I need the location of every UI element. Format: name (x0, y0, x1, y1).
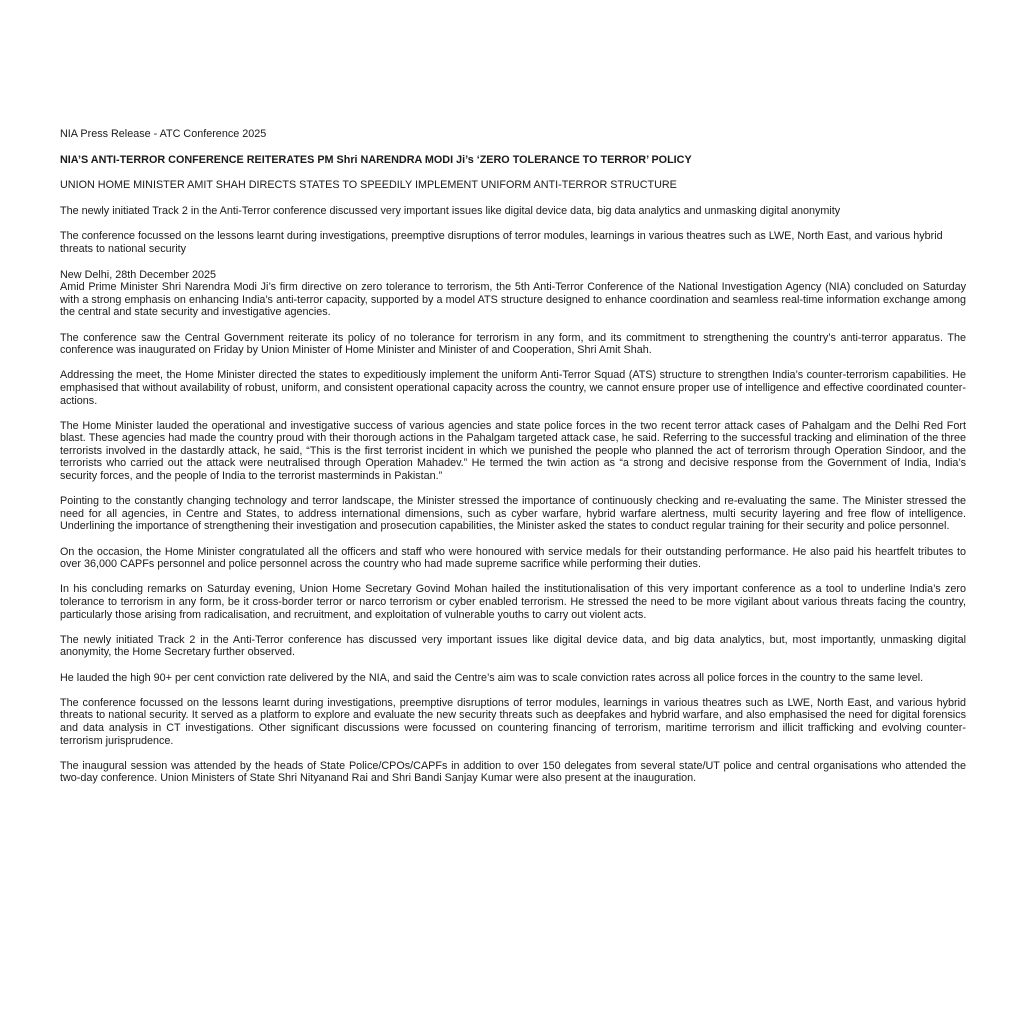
body-paragraph: Amid Prime Minister Shri Narendra Modi Ji’s firm directive on zero tolerance to terrorism, the 5th Anti-Terror Conference of the National Investigation Agency (NIA) concluded on Saturday with a strong emphasis on enhancing India’s anti-terror capacity, supported by a model ATS structure designed to enhance coordination and seamless real-time information exchange among the central and state security and investigative agencies. (60, 281, 966, 319)
body-paragraph: In his concluding remarks on Saturday evening, Union Home Secretary Govind Mohan hailed the institutionalisation of this very important conference as a tool to underline India’s zero tolerance to terrorism in any form, be it cross-border terror or narco terrorism or cyber enabled terrorism. He stressed the need to be more vigilant about various threats facing the country, particularly those arising from radicalisation, and recruitment, and exploitation of vulnerable youths to carry out violent acts. (60, 583, 966, 621)
body-paragraph: The inaugural session was attended by the heads of State Police/CPOs/CAPFs in addition to over 150 delegates from several state/UT police and central organisations who attended the two-day conference. Union Ministers of State Shri Nityanand Rai and Shri Bandi Sanjay Kumar were also present at the inauguration. (60, 759, 966, 785)
body-paragraph: Pointing to the constantly changing technology and terror landscape, the Minister stressed the importance of continuously checking and re-evaluating the same. The Minister stressed the need for all agencies, in Centre and States, to address international dimensions, such as cyber warfare, hybrid warfare alertness, multi security layering and free flow of intelligence. Underlining the importance of strengthening their investigation and prosecution capabilities, the Minister asked the states to conduct regular training for their security and police personnel. (60, 495, 966, 533)
summary-point: The newly initiated Track 2 in the Anti-Terror conference discussed very important issues like digital device data, big data analytics and unmasking digital anonymity (60, 204, 841, 217)
headline: NIA’S ANTI-TERROR CONFERENCE REITERATES PM Shri NARENDRA MODI Ji’s ‘ZERO TOLERANCE TO TERROR’ POLICY (60, 153, 692, 166)
body-paragraph: The conference focussed on the lessons learnt during investigations, preemptive disruptions of terror modules, learnings in various theatres such as LWE, North East, and various hybrid threats to national security. It served as a platform to explore and evaluate the new security threats such as deepfakes and hybrid warfare, and also emphasised the need for digital forensics and data analysis in CT investigations. Other significant discussions were focussed on countering financing of terrorism, maritime terrorism and illicit trafficking and evolving counter- terrorism jurisprudence. (60, 696, 966, 747)
summary-point: The conference focussed on the lessons learnt during investigations, preemptive disruptions of terror modules, learnings in various theatres such as LWE, North East, and various hybrid threats to national security (60, 230, 943, 255)
subheadline: UNION HOME MINISTER AMIT SHAH DIRECTS STATES TO SPEEDILY IMPLEMENT UNIFORM ANTI-TERROR STRUCTURE (60, 179, 677, 192)
body-paragraph: Addressing the meet, the Home Minister directed the states to expeditiously implement the uniform Anti-Terror Squad (ATS) structure to strengthen India’s counter-terrorism capabilities. He emphasised that without availability of robust, uniform, and consistent operational capacity across the country, we cannot ensure proper use of intelligence and effective coordinated counter-actions. (60, 369, 966, 407)
body-paragraph: On the occasion, the Home Minister congratulated all the officers and staff who were honoured with service medals for their outstanding performance. He also paid his heartfelt tributes to over 36,000 CAPFs personnel and police personnel across the country who had made supreme sacrifice while performing their duties. (60, 545, 966, 571)
press-release-document (60, 128, 966, 785)
body-paragraph: The newly initiated Track 2 in the Anti-Terror conference has discussed very important issues like digital device data, and big data analytics, but, most importantly, unmasking digital anonymity, the Home Secretary further observed. (60, 633, 966, 659)
body-paragraph: The conference saw the Central Government reiterate its policy of no tolerance for terrorism in any form, and its commitment to strengthening the country’s anti-terror apparatus. The conference was inaugurated on Friday by Union Minister of Home Minister and Minister of and Cooperation, Shri Amit Shah. (60, 331, 966, 357)
body-paragraph: He lauded the high 90+ per cent conviction rate delivered by the NIA, and said the Centre’s aim was to scale conviction rates across all police forces in the country to the same level. (60, 671, 924, 684)
dateline: New Delhi, 28th December 2025 (60, 268, 217, 281)
document-label: NIA Press Release - ATC Conference 2025 (60, 128, 267, 140)
body-paragraph: The Home Minister lauded the operational and investigative success of various agencies and state police forces in the two recent terror attack cases of Pahalgam and the Delhi Red Fort blast. These agencies had made the country proud with their thorough actions in the Pahalgam targeted attack case, he said. Referring to the successful tracking and elimination of the three terrorists involved in the dastardly attack, he said, “This is the first terrorist incident in which we punished the people who planned the act of terrorism through Operation Sindoor, and the terrorists who carried out the attack were neutralised through Operation Mahadev.” He termed the twin action as “a strong and decisive response from the Government of India, India’s security forces, and the people of India to the terrorist masterminds in Pakistan.” (60, 419, 966, 483)
